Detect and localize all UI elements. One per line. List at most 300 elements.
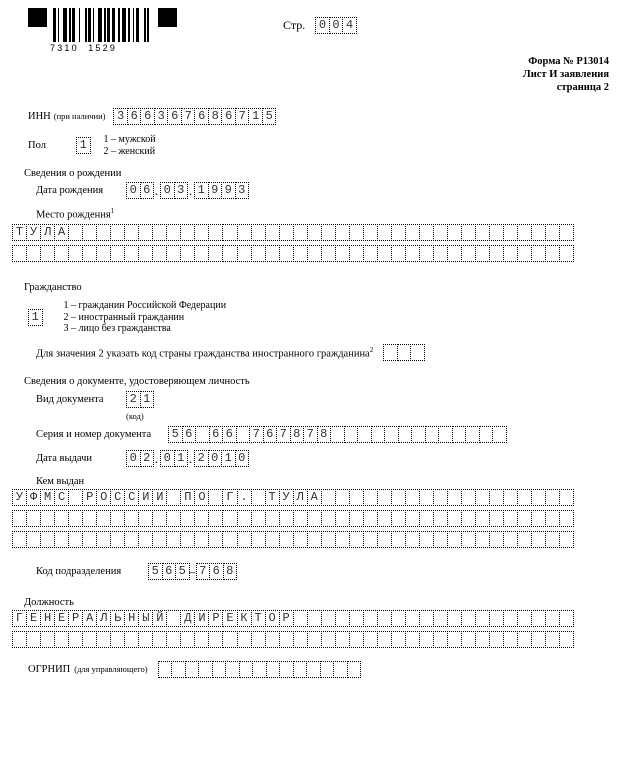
form-cell[interactable]: Д <box>180 610 195 627</box>
form-cell[interactable] <box>489 610 504 627</box>
form-cell[interactable] <box>293 224 308 241</box>
form-cell[interactable] <box>138 510 153 527</box>
form-cell[interactable] <box>461 245 476 262</box>
form-cell[interactable] <box>405 245 420 262</box>
form-cell[interactable] <box>166 510 181 527</box>
form-cell[interactable] <box>419 531 434 548</box>
form-cell[interactable] <box>96 245 111 262</box>
form-cell[interactable] <box>237 245 252 262</box>
form-cell[interactable]: О <box>96 489 111 506</box>
form-cell[interactable]: Г <box>222 489 237 506</box>
form-cell[interactable] <box>320 661 335 678</box>
form-cell[interactable] <box>492 426 507 443</box>
country-code-cells[interactable] <box>383 344 424 361</box>
form-cell[interactable] <box>68 631 83 648</box>
form-cell[interactable] <box>517 510 532 527</box>
form-cell[interactable] <box>180 510 195 527</box>
issuer-cells-line2[interactable] <box>12 510 573 527</box>
form-cell[interactable]: А <box>82 610 97 627</box>
form-cell[interactable] <box>110 245 125 262</box>
birth-month-cells[interactable] <box>160 182 187 199</box>
inn-cells[interactable] <box>113 108 275 125</box>
form-cell[interactable] <box>475 631 490 648</box>
form-cell[interactable] <box>349 531 364 548</box>
form-cell[interactable] <box>333 661 348 678</box>
form-cell[interactable] <box>321 224 336 241</box>
form-cell[interactable] <box>110 224 125 241</box>
form-cell[interactable] <box>489 489 504 506</box>
form-cell[interactable] <box>194 224 209 241</box>
form-cell[interactable] <box>138 224 153 241</box>
form-cell[interactable] <box>419 610 434 627</box>
form-cell[interactable] <box>545 224 560 241</box>
form-cell[interactable] <box>419 631 434 648</box>
form-cell[interactable]: 1 <box>174 450 189 467</box>
form-cell[interactable]: 0 <box>235 450 250 467</box>
form-cell[interactable] <box>82 631 97 648</box>
issuer-cells-line3[interactable] <box>12 531 573 548</box>
form-cell[interactable] <box>384 426 399 443</box>
issuer-row-1[interactable] <box>12 489 573 506</box>
form-cell[interactable] <box>68 531 83 548</box>
position-cells-line1[interactable] <box>12 610 573 627</box>
form-cell[interactable]: 0 <box>126 182 141 199</box>
form-cell[interactable]: 5 <box>262 108 277 125</box>
form-cell[interactable] <box>96 510 111 527</box>
form-cell[interactable] <box>377 631 392 648</box>
form-cell[interactable] <box>517 631 532 648</box>
form-cell[interactable] <box>222 224 237 241</box>
form-cell[interactable]: 3 <box>235 182 250 199</box>
form-cell[interactable] <box>461 631 476 648</box>
form-cell[interactable]: 6 <box>222 426 237 443</box>
form-cell[interactable] <box>559 510 574 527</box>
form-cell[interactable]: Р <box>68 610 83 627</box>
form-cell[interactable]: 6 <box>127 108 142 125</box>
form-cell[interactable] <box>124 531 139 548</box>
form-cell[interactable]: 5 <box>148 563 163 580</box>
form-cell[interactable] <box>559 631 574 648</box>
form-cell[interactable] <box>503 631 518 648</box>
form-cell[interactable] <box>12 245 27 262</box>
form-cell[interactable] <box>180 245 195 262</box>
birth-place-cells-line2[interactable] <box>12 245 573 262</box>
form-cell[interactable] <box>237 224 252 241</box>
form-cell[interactable] <box>419 224 434 241</box>
form-cell[interactable] <box>293 510 308 527</box>
form-cell[interactable] <box>330 426 345 443</box>
form-cell[interactable] <box>124 510 139 527</box>
form-cell[interactable] <box>363 224 378 241</box>
form-cell[interactable] <box>391 610 406 627</box>
form-cell[interactable]: 0 <box>208 450 223 467</box>
form-cell[interactable]: 7 <box>235 108 250 125</box>
form-cell[interactable] <box>180 531 195 548</box>
form-cell[interactable]: 4 <box>342 17 357 34</box>
form-cell[interactable] <box>349 610 364 627</box>
form-cell[interactable] <box>410 344 425 361</box>
form-cell[interactable]: Н <box>40 610 55 627</box>
form-cell[interactable]: И <box>194 610 209 627</box>
birth-place-row-2[interactable] <box>12 245 573 262</box>
form-cell[interactable]: Е <box>54 610 69 627</box>
form-cell[interactable] <box>110 631 125 648</box>
form-cell[interactable]: 6 <box>221 108 236 125</box>
form-cell[interactable]: 2 <box>194 450 209 467</box>
form-cell[interactable]: С <box>110 489 125 506</box>
form-cell[interactable] <box>475 610 490 627</box>
form-cell[interactable] <box>321 610 336 627</box>
form-cell[interactable] <box>26 531 41 548</box>
form-cell[interactable]: 3 <box>154 108 169 125</box>
form-cell[interactable]: 0 <box>160 182 175 199</box>
form-cell[interactable] <box>198 661 213 678</box>
subdivision-left-cells[interactable] <box>148 563 189 580</box>
form-cell[interactable] <box>222 631 237 648</box>
form-cell[interactable] <box>293 245 308 262</box>
form-cell[interactable]: 1 <box>28 309 43 326</box>
form-cell[interactable]: . <box>237 489 252 506</box>
form-cell[interactable] <box>279 661 294 678</box>
form-cell[interactable] <box>452 426 467 443</box>
form-cell[interactable]: 0 <box>315 17 330 34</box>
form-cell[interactable]: 1 <box>140 391 155 408</box>
form-cell[interactable] <box>545 531 560 548</box>
form-cell[interactable]: А <box>54 224 69 241</box>
form-cell[interactable]: 7 <box>303 426 318 443</box>
form-cell[interactable] <box>461 489 476 506</box>
form-cell[interactable] <box>391 531 406 548</box>
form-cell[interactable] <box>265 510 280 527</box>
form-cell[interactable]: 7 <box>249 426 264 443</box>
form-cell[interactable]: Н <box>124 610 139 627</box>
form-cell[interactable]: 1 <box>194 182 209 199</box>
form-cell[interactable] <box>40 531 55 548</box>
ogrnip-cells[interactable] <box>158 661 361 678</box>
form-cell[interactable] <box>397 344 412 361</box>
form-cell[interactable] <box>251 489 266 506</box>
form-cell[interactable] <box>545 510 560 527</box>
form-cell[interactable]: 6 <box>140 108 155 125</box>
form-cell[interactable]: 5 <box>175 563 190 580</box>
form-cell[interactable]: Т <box>251 610 266 627</box>
form-cell[interactable] <box>391 510 406 527</box>
form-cell[interactable] <box>26 631 41 648</box>
form-cell[interactable] <box>347 661 362 678</box>
form-cell[interactable] <box>349 245 364 262</box>
form-cell[interactable] <box>293 531 308 548</box>
form-cell[interactable]: 1 <box>221 450 236 467</box>
form-cell[interactable]: 0 <box>126 450 141 467</box>
form-cell[interactable] <box>349 631 364 648</box>
form-cell[interactable] <box>447 510 462 527</box>
form-cell[interactable] <box>377 531 392 548</box>
issue-year-cells[interactable] <box>194 450 248 467</box>
form-cell[interactable] <box>68 510 83 527</box>
form-cell[interactable] <box>40 510 55 527</box>
form-cell[interactable] <box>531 245 546 262</box>
form-cell[interactable] <box>475 531 490 548</box>
form-cell[interactable] <box>447 489 462 506</box>
form-cell[interactable] <box>363 631 378 648</box>
form-cell[interactable]: 3 <box>174 182 189 199</box>
birth-place-row-1[interactable] <box>12 224 573 241</box>
form-cell[interactable] <box>489 510 504 527</box>
form-cell[interactable]: 2 <box>126 391 141 408</box>
form-cell[interactable] <box>306 661 321 678</box>
form-cell[interactable]: 0 <box>329 17 344 34</box>
form-cell[interactable]: О <box>265 610 280 627</box>
form-cell[interactable] <box>321 245 336 262</box>
form-cell[interactable] <box>138 531 153 548</box>
form-cell[interactable] <box>545 631 560 648</box>
form-cell[interactable] <box>411 426 426 443</box>
form-cell[interactable] <box>293 661 308 678</box>
form-cell[interactable] <box>517 489 532 506</box>
form-cell[interactable] <box>377 224 392 241</box>
form-cell[interactable] <box>344 426 359 443</box>
form-cell[interactable] <box>279 245 294 262</box>
form-cell[interactable] <box>124 245 139 262</box>
form-cell[interactable] <box>307 224 322 241</box>
form-cell[interactable] <box>82 245 97 262</box>
form-cell[interactable]: 6 <box>209 426 224 443</box>
form-cell[interactable] <box>54 510 69 527</box>
form-cell[interactable] <box>405 510 420 527</box>
form-cell[interactable] <box>68 224 83 241</box>
form-cell[interactable] <box>503 245 518 262</box>
form-cell[interactable]: 6 <box>209 563 224 580</box>
form-cell[interactable] <box>433 510 448 527</box>
form-cell[interactable] <box>405 531 420 548</box>
form-cell[interactable] <box>461 531 476 548</box>
form-cell[interactable]: 6 <box>140 182 155 199</box>
form-cell[interactable] <box>96 631 111 648</box>
form-cell[interactable] <box>279 531 294 548</box>
form-cell[interactable] <box>82 531 97 548</box>
form-cell[interactable] <box>335 489 350 506</box>
form-cell[interactable] <box>194 631 209 648</box>
form-cell[interactable] <box>377 489 392 506</box>
form-cell[interactable] <box>225 661 240 678</box>
form-cell[interactable] <box>433 245 448 262</box>
issue-month-cells[interactable] <box>160 450 187 467</box>
form-cell[interactable]: Е <box>26 610 41 627</box>
form-cell[interactable] <box>208 224 223 241</box>
form-cell[interactable] <box>531 224 546 241</box>
form-cell[interactable] <box>208 510 223 527</box>
form-cell[interactable] <box>377 610 392 627</box>
form-cell[interactable] <box>293 610 308 627</box>
page-number-cells[interactable] <box>315 17 356 34</box>
form-cell[interactable] <box>517 531 532 548</box>
form-cell[interactable] <box>158 661 173 678</box>
form-cell[interactable] <box>363 489 378 506</box>
form-cell[interactable]: Ы <box>138 610 153 627</box>
subdivision-right-cells[interactable] <box>196 563 237 580</box>
citizenship-cells[interactable] <box>28 309 42 326</box>
form-cell[interactable] <box>489 631 504 648</box>
form-cell[interactable]: Р <box>82 489 97 506</box>
form-cell[interactable] <box>222 245 237 262</box>
form-cell[interactable]: С <box>54 489 69 506</box>
form-cell[interactable] <box>363 510 378 527</box>
form-cell[interactable] <box>180 224 195 241</box>
form-cell[interactable] <box>447 224 462 241</box>
form-cell[interactable] <box>438 426 453 443</box>
form-cell[interactable] <box>68 245 83 262</box>
form-cell[interactable] <box>307 510 322 527</box>
form-cell[interactable] <box>266 661 281 678</box>
position-cells-line2[interactable] <box>12 631 573 648</box>
birth-year-cells[interactable] <box>194 182 248 199</box>
form-cell[interactable] <box>279 224 294 241</box>
form-cell[interactable]: О <box>194 489 209 506</box>
form-cell[interactable]: 1 <box>248 108 263 125</box>
form-cell[interactable] <box>475 224 490 241</box>
form-cell[interactable]: 2 <box>140 450 155 467</box>
form-cell[interactable] <box>321 510 336 527</box>
form-cell[interactable]: 8 <box>208 108 223 125</box>
form-cell[interactable] <box>152 531 167 548</box>
form-cell[interactable] <box>12 631 27 648</box>
form-cell[interactable] <box>475 245 490 262</box>
form-cell[interactable] <box>239 661 254 678</box>
form-cell[interactable] <box>138 245 153 262</box>
form-cell[interactable] <box>465 426 480 443</box>
form-cell[interactable] <box>447 245 462 262</box>
form-cell[interactable] <box>237 631 252 648</box>
form-cell[interactable] <box>236 426 251 443</box>
form-cell[interactable] <box>545 610 560 627</box>
form-cell[interactable]: 7 <box>196 563 211 580</box>
form-cell[interactable] <box>152 510 167 527</box>
form-cell[interactable] <box>489 245 504 262</box>
form-cell[interactable] <box>110 510 125 527</box>
form-cell[interactable] <box>503 489 518 506</box>
form-cell[interactable] <box>531 531 546 548</box>
form-cell[interactable] <box>222 531 237 548</box>
form-cell[interactable] <box>96 531 111 548</box>
position-row-2[interactable] <box>12 631 573 648</box>
document-series-cells[interactable] <box>168 426 506 443</box>
form-cell[interactable]: 5 <box>168 426 183 443</box>
form-cell[interactable] <box>265 245 280 262</box>
form-cell[interactable] <box>335 531 350 548</box>
form-cell[interactable]: У <box>26 224 41 241</box>
form-cell[interactable] <box>194 510 209 527</box>
form-cell[interactable] <box>545 489 560 506</box>
form-cell[interactable] <box>251 224 266 241</box>
form-cell[interactable] <box>545 245 560 262</box>
form-cell[interactable]: П <box>180 489 195 506</box>
document-type-cells[interactable] <box>126 391 153 408</box>
form-cell[interactable] <box>166 489 181 506</box>
form-cell[interactable] <box>349 489 364 506</box>
form-cell[interactable]: Р <box>208 610 223 627</box>
form-cell[interactable] <box>194 531 209 548</box>
form-cell[interactable] <box>475 489 490 506</box>
form-cell[interactable] <box>252 661 267 678</box>
form-cell[interactable] <box>180 631 195 648</box>
form-cell[interactable] <box>405 224 420 241</box>
form-cell[interactable] <box>559 489 574 506</box>
form-cell[interactable] <box>461 510 476 527</box>
form-cell[interactable] <box>335 610 350 627</box>
form-cell[interactable] <box>383 344 398 361</box>
form-cell[interactable] <box>212 661 227 678</box>
form-cell[interactable] <box>371 426 386 443</box>
form-cell[interactable] <box>307 610 322 627</box>
form-cell[interactable] <box>531 510 546 527</box>
form-cell[interactable] <box>293 631 308 648</box>
form-cell[interactable] <box>124 224 139 241</box>
form-cell[interactable] <box>152 631 167 648</box>
form-cell[interactable] <box>489 224 504 241</box>
form-cell[interactable] <box>321 631 336 648</box>
form-cell[interactable] <box>517 245 532 262</box>
form-cell[interactable] <box>124 631 139 648</box>
form-cell[interactable]: М <box>40 489 55 506</box>
form-cell[interactable]: Г <box>12 610 27 627</box>
form-cell[interactable] <box>517 224 532 241</box>
form-cell[interactable]: 7 <box>276 426 291 443</box>
form-cell[interactable] <box>110 531 125 548</box>
form-cell[interactable] <box>531 489 546 506</box>
form-cell[interactable] <box>208 245 223 262</box>
form-cell[interactable] <box>349 224 364 241</box>
form-cell[interactable]: 3 <box>113 108 128 125</box>
form-cell[interactable]: Т <box>265 489 280 506</box>
form-cell[interactable] <box>559 610 574 627</box>
form-cell[interactable] <box>489 531 504 548</box>
form-cell[interactable] <box>82 510 97 527</box>
form-cell[interactable]: И <box>152 489 167 506</box>
form-cell[interactable] <box>54 245 69 262</box>
form-cell[interactable] <box>194 245 209 262</box>
form-cell[interactable]: Ь <box>110 610 125 627</box>
form-cell[interactable]: 6 <box>167 108 182 125</box>
form-cell[interactable] <box>461 610 476 627</box>
form-cell[interactable] <box>68 489 83 506</box>
form-cell[interactable] <box>26 245 41 262</box>
form-cell[interactable] <box>195 426 210 443</box>
form-cell[interactable] <box>479 426 494 443</box>
form-cell[interactable] <box>279 510 294 527</box>
form-cell[interactable] <box>222 510 237 527</box>
form-cell[interactable] <box>307 531 322 548</box>
form-cell[interactable] <box>26 510 41 527</box>
form-cell[interactable] <box>40 245 55 262</box>
form-cell[interactable]: Т <box>12 224 27 241</box>
form-cell[interactable]: Ф <box>26 489 41 506</box>
form-cell[interactable] <box>517 610 532 627</box>
form-cell[interactable] <box>391 224 406 241</box>
form-cell[interactable] <box>237 531 252 548</box>
form-cell[interactable]: 1 <box>76 137 91 154</box>
form-cell[interactable] <box>166 531 181 548</box>
form-cell[interactable] <box>363 531 378 548</box>
form-cell[interactable] <box>82 224 97 241</box>
form-cell[interactable] <box>307 245 322 262</box>
form-cell[interactable] <box>335 245 350 262</box>
form-cell[interactable]: У <box>279 489 294 506</box>
form-cell[interactable]: 6 <box>263 426 278 443</box>
form-cell[interactable] <box>265 224 280 241</box>
form-cell[interactable] <box>166 610 181 627</box>
gender-cells[interactable] <box>76 137 90 154</box>
form-cell[interactable]: К <box>237 610 252 627</box>
